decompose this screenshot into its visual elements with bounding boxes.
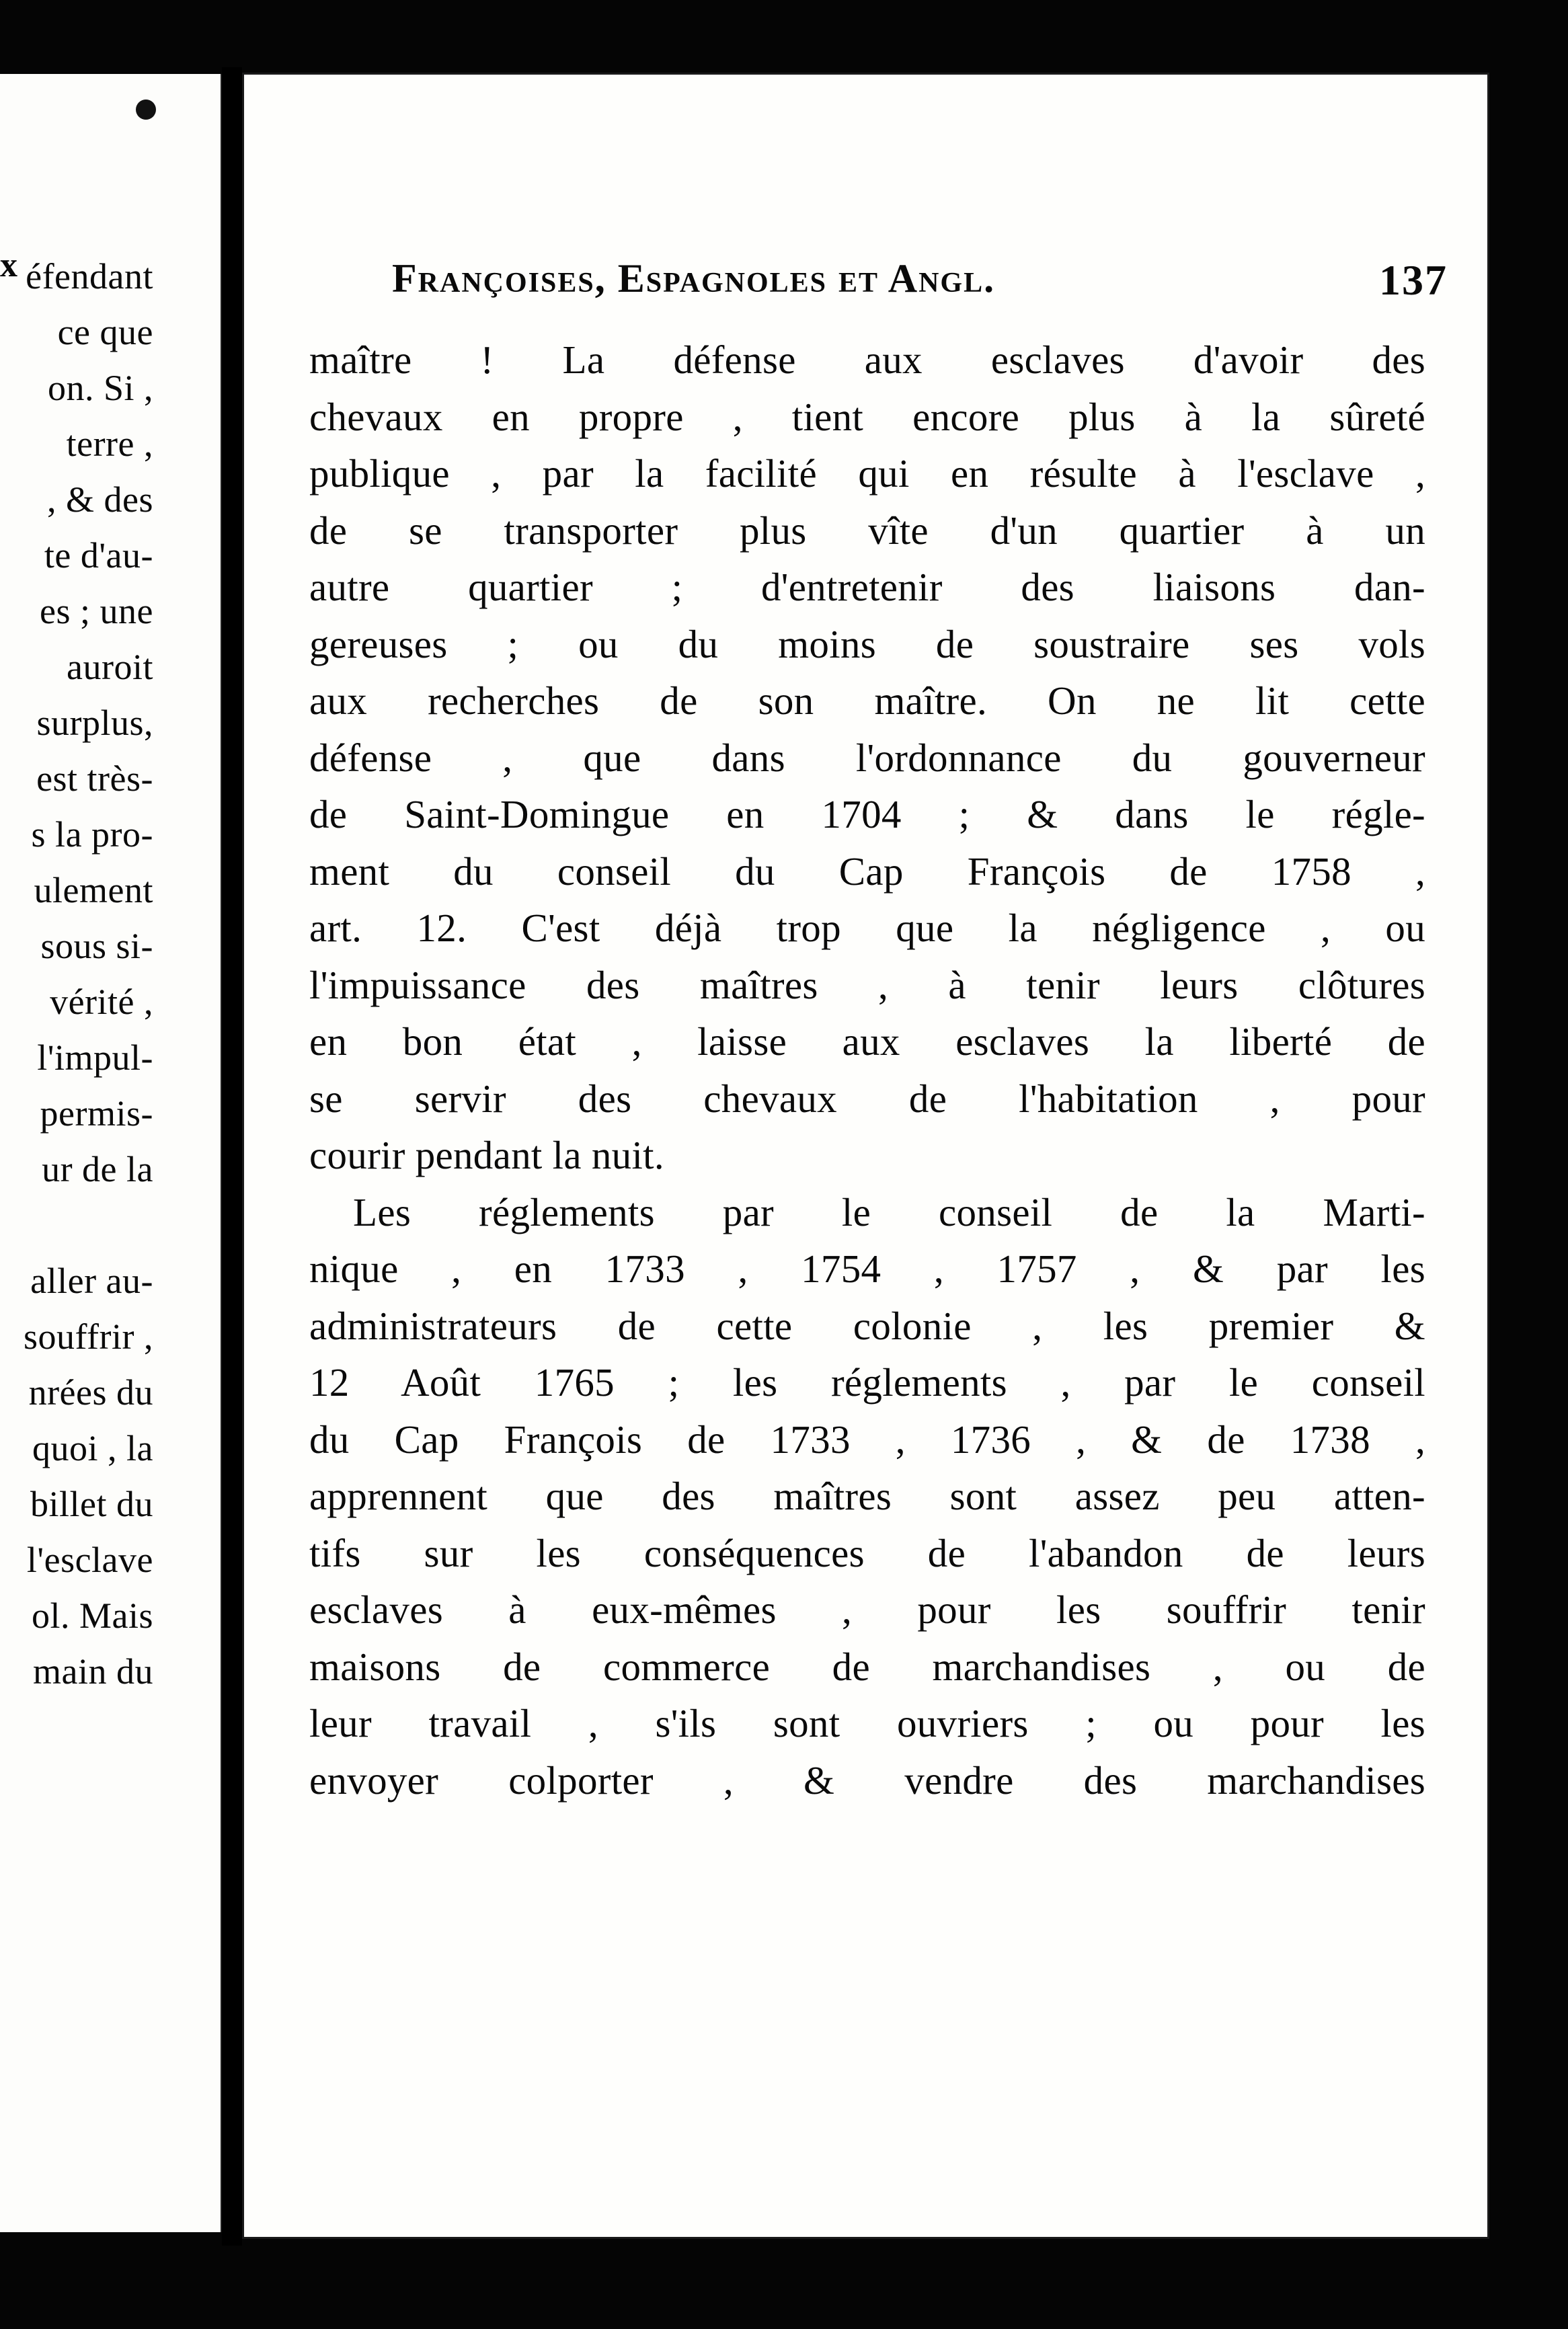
body-text [309,331,1425,1809]
text-line: leur travail , s'ils sont ouvriers ; ou pour les [309,1701,1425,1745]
previous-page-line: terre , [66,424,153,464]
text-line: de Saint-Domingue en 1704 ; & dans le régle- [309,792,1425,836]
previous-page-line: quoi , la [32,1428,153,1468]
text-line: tifs sur les conséquences de l'abandon de leurs [309,1530,1425,1575]
page-number: 137 [1379,256,1448,304]
text-line: maisons de commerce de marchandises , ou de [309,1644,1425,1689]
previous-page-line: l'impul- [37,1037,153,1078]
text-line: ment du conseil du Cap François de 1758 , [309,848,1425,894]
book-page [242,73,1489,2239]
previous-page-line: sous si- [40,926,153,966]
previous-page-line: , & des [47,479,153,520]
previous-page-line: ulement [34,870,153,910]
text-line: esclaves à eux-mêmes , pour les souffrir tenir [309,1587,1425,1632]
text-line: nique , en 1733 , 1754 , 1757 , & par les [309,1247,1425,1291]
previous-page-line: nrées du [28,1372,153,1413]
previous-page-line: te d'au- [44,535,153,576]
previous-page-line: ce que [57,312,153,352]
previous-page-line: es ; une [40,591,153,631]
ink-blot [136,100,156,120]
text-line: envoyer colporter , & vendre des marchandises [309,1758,1425,1803]
previous-page-line: vérité , [50,982,153,1022]
text-line: publique , par la facilité qui en résulte à l'esclave , [309,451,1425,496]
previous-page-text [0,249,153,1700]
previous-page-line: aller au- [30,1261,153,1301]
previous-page-line [0,1197,153,1253]
previous-page-line: auroit [67,647,153,687]
previous-page-line: ur de la [42,1149,153,1189]
text-line: Les réglements par le conseil de la Marti- [353,1189,1425,1234]
text-line: autre quartier ; d'entretenir des liaisons dan- [309,565,1425,609]
previous-page-line: main du [33,1651,153,1692]
previous-page-line: ol. Mais [31,1595,153,1636]
text-line: l'impuissance des maîtres , à tenir leurs clôtures [309,962,1425,1007]
text-line: administrateurs de cette colonie , les premier & [309,1303,1425,1348]
text-line: art. 12. C'est déjà trop que la négligence , ou [309,906,1425,950]
previous-page-line: on. Si , [47,368,153,408]
text-line: gereuses ; ou du moins de soustraire ses vols [309,621,1425,666]
previous-page-line: éfendant [26,256,153,297]
text-line: en bon état , laisse aux esclaves la liberté de [309,1019,1425,1064]
running-head-title: Françoises, Espagnoles et Angl. [392,256,996,301]
text-line: courir pendant la nuit. [309,1133,664,1177]
previous-page-line: permis- [40,1093,153,1134]
text-line: chevaux en propre , tient encore plus à la sûreté [309,394,1425,439]
previous-page-line: surplus, [36,703,153,743]
previous-page-line: billet du [30,1484,153,1524]
running-head [392,255,1461,309]
text-line: du Cap François de 1733 , 1736 , & de 1738 , [309,1417,1425,1462]
book-gutter [222,67,242,2246]
previous-page-line: est très- [36,758,153,799]
text-line: défense , que dans l'ordonnance du gouverneur [309,735,1425,780]
text-line: apprennent que des maîtres sont assez peu atten- [309,1474,1425,1518]
previous-page-line: souffrir , [24,1316,153,1357]
text-line: 12 Août 1765 ; les réglements , par le conseil [309,1360,1425,1405]
text-line: aux recherches de son maître. On ne lit cette [309,678,1425,723]
text-line: maître ! La défense aux esclaves d'avoir des [309,338,1425,382]
previous-page-line: s la pro- [31,814,153,855]
previous-page-fragment [0,74,223,2232]
previous-page-running-head: x [0,246,17,284]
previous-page-line: l'esclave [26,1540,153,1580]
text-line: de se transporter plus vîte d'un quartier à un [309,508,1425,553]
text-line: se servir des chevaux de l'habitation , pour [309,1076,1425,1121]
